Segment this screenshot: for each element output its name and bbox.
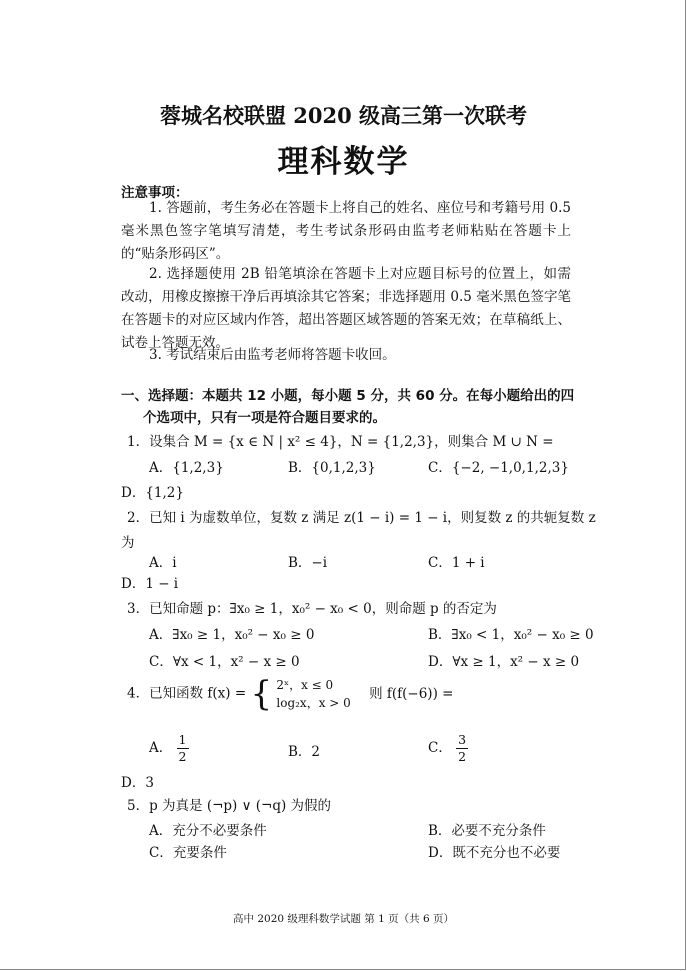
question-5-option-b: B．必要不充分条件	[428, 823, 546, 839]
section-heading	[121, 385, 576, 429]
question-4-option-a-fraction	[177, 732, 189, 765]
question-3-option-c: C．∀x < 1，x² − x ≥ 0	[149, 654, 300, 670]
question-4-stem	[127, 676, 453, 712]
question-1-option-a: A．{1,2,3}	[149, 460, 224, 476]
question-2-option-c: C．1 + i	[428, 555, 485, 571]
exam-title: 蓉城名校联盟 2020 级高三第一次联考	[159, 103, 528, 128]
subject-title: 理科数学	[277, 144, 410, 180]
section-heading-line1: 一、选择题：本题共 12 小题，每小题 5 分，共 60 分。在每小题给出的四	[121, 388, 575, 404]
question-4-option-c-fraction	[456, 732, 468, 765]
piecewise-case-2: log₂x，x > 0	[276, 696, 351, 710]
question-2-stem: 2．已知 i 为虚数单位，复数 z 满足 z(1 − i) = 1 − i，则复数 z 的共轭复数 z	[127, 510, 596, 526]
question-4-option-d: D．3	[121, 775, 154, 791]
question-1-option-b: B．{0,1,2,3}	[288, 460, 376, 476]
question-3-stem: 3．已知命题 p：∃x₀ ≥ 1，x₀² − x₀ < 0，则命题 p 的否定为	[127, 601, 497, 617]
fraction-denominator: 2	[178, 749, 187, 764]
fraction-numerator: 1	[178, 732, 187, 747]
question-5-option-c: C．充要条件	[149, 845, 227, 861]
question-2-option-b: B．−i	[288, 555, 328, 571]
question-4-option-b: B．2	[288, 744, 321, 760]
question-1-stem: 1．设集合 M = {x ∈ N | x² ≤ 4}，N = {1,2,3}，则集合 M ∪ N =	[127, 434, 554, 450]
question-4-option-a	[149, 732, 189, 765]
question-2-option-a: A．i	[149, 555, 177, 571]
question-4-option-c	[428, 732, 468, 765]
piecewise-case-1: 2ˣ，x ≤ 0	[276, 678, 334, 692]
notes-heading: 注意事项：	[121, 185, 189, 201]
question-4-option-a-label: A．	[149, 740, 173, 756]
question-1-option-c: C．{−2, −1,0,1,2,3}	[428, 460, 569, 476]
question-3-option-a: A．∃x₀ ≥ 1，x₀² − x₀ ≥ 0	[149, 627, 315, 643]
piecewise-brace: {	[250, 674, 273, 714]
question-3-option-d: D．∀x ≥ 1，x² − x ≥ 0	[428, 654, 580, 670]
section-heading-line2: 个选项中，只有一项是符合题目要求的。	[143, 410, 386, 426]
question-2-option-d: D．1 − i	[121, 576, 179, 592]
question-4-stem-prefix: 4．已知函数 f(x) =	[127, 685, 247, 702]
question-3-option-b: B．∃x₀ < 1，x₀² − x₀ ≥ 0	[428, 627, 594, 643]
piecewise-cases	[276, 676, 350, 712]
fraction-denominator: 2	[458, 749, 467, 764]
question-5-option-d: D．既不充分也不必要	[428, 845, 561, 861]
fraction-numerator: 3	[458, 732, 467, 747]
note-item-2: 2. 选择题使用 2B 铅笔填涂在答题卡上对应题目标号的位置上，如需改动，用橡皮擦擦干净后再填涂其它答案；非选择题用 0.5 毫米黑色签字笔在答题卡的对应区域内作答，超出答题区域答题的答案无效；在草稿纸上、试卷上答题无效。	[121, 266, 571, 351]
question-2-stem-continued: 为	[121, 535, 135, 551]
question-1-option-d: D．{1,2}	[121, 485, 184, 501]
question-5-option-a: A．充分不必要条件	[149, 823, 267, 839]
question-5-stem: 5．p 为真是 (¬p) ∨ (¬q) 为假的	[127, 798, 332, 814]
note-item-1: 1. 答题前，考生务必在答题卡上将自己的姓名、座位号和考籍号用 0.5 毫米黑色签字笔填写清楚，考生考试条形码由监考老师粘贴在答题卡上的“贴条形码区”。	[121, 200, 571, 262]
note-item-3: 3. 考试结束后由监考老师将答题卡收回。	[149, 347, 396, 363]
question-4-option-c-label: C．	[428, 740, 452, 756]
page-footer: 高中 2020 级理科数学试题 第 1 页（共 6 页）	[233, 913, 454, 925]
question-4-stem-suffix: 则 f(f(−6)) =	[369, 685, 454, 702]
